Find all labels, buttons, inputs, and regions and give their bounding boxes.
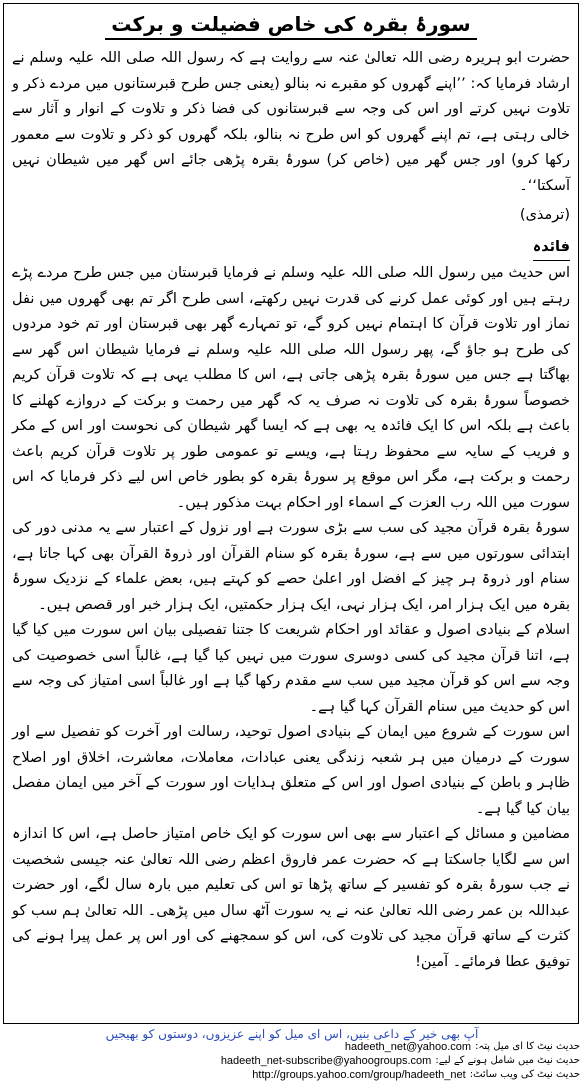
hadith-text: حضرت ابو ہریرہ رضی اللہ تعالیٰ عنہ سے روایت ہے کہ رسول اللہ صلی اللہ علیہ وسلم نے ارشاد فرمایا کہ: ’’اپنے گھروں کو مقبرے نہ بنالو (یعنی جس طرح قبرستانوں میں مردے ذکر و تلاوت نہیں کرتے اور اس کی وجہ سے قبرستانوں کی فضا ذکر و تلاوت کے انوار و آثار سے خالی رہتی ہے، تم اپنے گھروں کو اس طرح نہ بنالو، بلکہ گھروں کو ذکر و تلاوت سے معمور رکھا کرو) اور جس گھر میں (خاص کر) سورۂ بقرہ پڑھی جائے اس گھر میں شیطان نہیں آسکتا‘‘۔ [12, 50, 570, 194]
footer [4, 1040, 580, 1082]
article-title [4, 12, 578, 36]
footer-website-row [4, 1068, 580, 1082]
faida-paragraph: اس حدیث میں رسول اللہ صلی اللہ علیہ وسلم نے فرمایا قبرستان میں جس طرح مردے پڑے رہتے ہیں اور کوئی عمل کرنے کی قدرت نہیں رکھتے، اسی طرح اگر تم بھی گھروں میں نفل نماز اور تلاوت قرآن کا اہتمام نہیں کرو گے، تو تمہارے گھر بھی قبرستان اور تم خود مردوں کی طرح ہو جاؤ گے، پھر رسول اللہ صلی اللہ علیہ وسلم نے فرمایا شیطان اس گھر سے بھاگتا ہے جس میں سورۂ بقرہ پڑھی جاتی ہے، اس کا مطلب یہی ہے کہ تلاوت قرآن کریم خصوصاً سورۂ بقرہ کی تلاوت نہ صرف یہ کہ گھر میں رحمت و برکت کے دروازے کھلنے کا باعث ہے بلکہ اس کا ایک فائدہ یہ بھی ہے کہ ایسا گھر شیطان کی نحوست اور اس کے مکر و فریب کے سایہ سے محفوظ رہتا ہے، ویسے تو عمومی طور پر تلاوت قرآن کریم باعث رحمت و برکت ہے، مگر اس موقع پر سورۂ بقرہ کو بطور خاص اس لیے ذکر فرمایا کہ اس سورت میں اللہ رب العزت کے اسماء اور احکام بہت مذکور ہیں۔ [12, 265, 570, 511]
footer-subscribe-link[interactable]: hadeeth_net-subscribe@yahoogroups.com [220, 1055, 432, 1067]
footer-website-link[interactable]: http://groups.yahoo.com/group/hadeeth_net [252, 1069, 466, 1081]
hadith-reference: (ترمذی) [519, 207, 570, 223]
faida-heading: فائدہ [533, 235, 570, 262]
footer-subscribe-row [4, 1054, 580, 1068]
footer-website-label: حدیث نیٹ کی ویب سائٹ: [469, 1069, 580, 1080]
article-title-text: سورۂ بقرہ کی خاص فضیلت و برکت [105, 12, 476, 40]
footer-email-link[interactable]: hadeeth_net@yahoo.com [344, 1041, 472, 1053]
share-tagline: آپ بھی خیر کے داعی بنیں، اس ای میل کو اپنے عزیزوں، دوستوں کو بھیجیں [105, 1027, 479, 1041]
faida-paragraph: اسلام کے بنیادی اصول و عقائد اور احکام شریعت کا جتنا تفصیلی بیان اس سورت میں کیا گیا ہے، اتنا قرآن مجید کی کسی دوسری سورت میں نہیں کیا گیا ہے، غالباً اسی خصوصیت کی وجہ سے اس کو قرآن مجید میں سب سے مقدم رکھا گیا ہے اور غالباً اسی امتیاز کی وجہ سے اس کو حدیث میں سنام القرآن کہا گیا ہے۔ [12, 622, 570, 715]
article-body [12, 46, 570, 975]
faida-paragraph: مضامین و مسائل کے اعتبار سے بھی اس سورت کو ایک خاص امتیاز حاصل ہے، اس کا اندازہ اس سے لگایا جاسکتا ہے کہ حضرت عمر فاروق اعظم رضی اللہ تعالیٰ عنہ جیسی شخصیت نے جب سورۂ بقرہ کو تفسیر کے ساتھ پڑھا تو اس کی تعلیم میں بارہ سال لگے، اور حضرت عبداللہ بن عمر رضی اللہ تعالیٰ عنہ نے یہ سورت آٹھ سال میں پڑھی۔ اللہ تعالیٰ ہم سب کو کثرت کے ساتھ قرآن مجید کی تلاوت کی، اس کو سمجھنے کی اور اس پر عمل پیرا ہونے کی توفیق عطا فرمائے۔ آمین! [12, 826, 570, 970]
footer-subscribe-label: حدیث نیٹ میں شامل ہونے کے لیے: [435, 1055, 580, 1066]
article-frame [3, 3, 579, 1024]
faida-paragraph: اس سورت کے شروع میں ایمان کے بنیادی اصول توحید، رسالت اور آخرت کو تفصیل سے اور سورت کے درمیان میں ہر شعبہ زندگی یعنی عبادات، معاملات، معاشرت، اخلاق اور اصلاح ظاہر و باطن کے بنیادی اصول اور اس کے متعلق ہدایات اور سورت کے آخر میں ایمان مفصل بیان کیا گیا ہے۔ [12, 724, 570, 817]
faida-paragraph: سورۂ بقرہ قرآن مجید کی سب سے بڑی سورت ہے اور نزول کے اعتبار سے یہ مدنی دور کی ابتدائی سورتوں میں سے ہے، سورۂ بقرہ کو سنام القرآن اور ذروۃ القرآن بھی کہا جاتا ہے، سنام اور ذروۃ ہر چیز کے افضل اور اعلیٰ حصے کو کہتے ہیں، بعض علماء کے نزدیک سورۂ بقرہ میں ایک ہزار امر، ایک ہزار نہی، ایک ہزار حکمتیں، ایک ہزار خبر اور قصص ہیں۔ [12, 520, 570, 613]
footer-email-row [4, 1040, 580, 1054]
footer-email-label: حدیث نیٹ کا ای میل پتہ: [475, 1041, 580, 1052]
